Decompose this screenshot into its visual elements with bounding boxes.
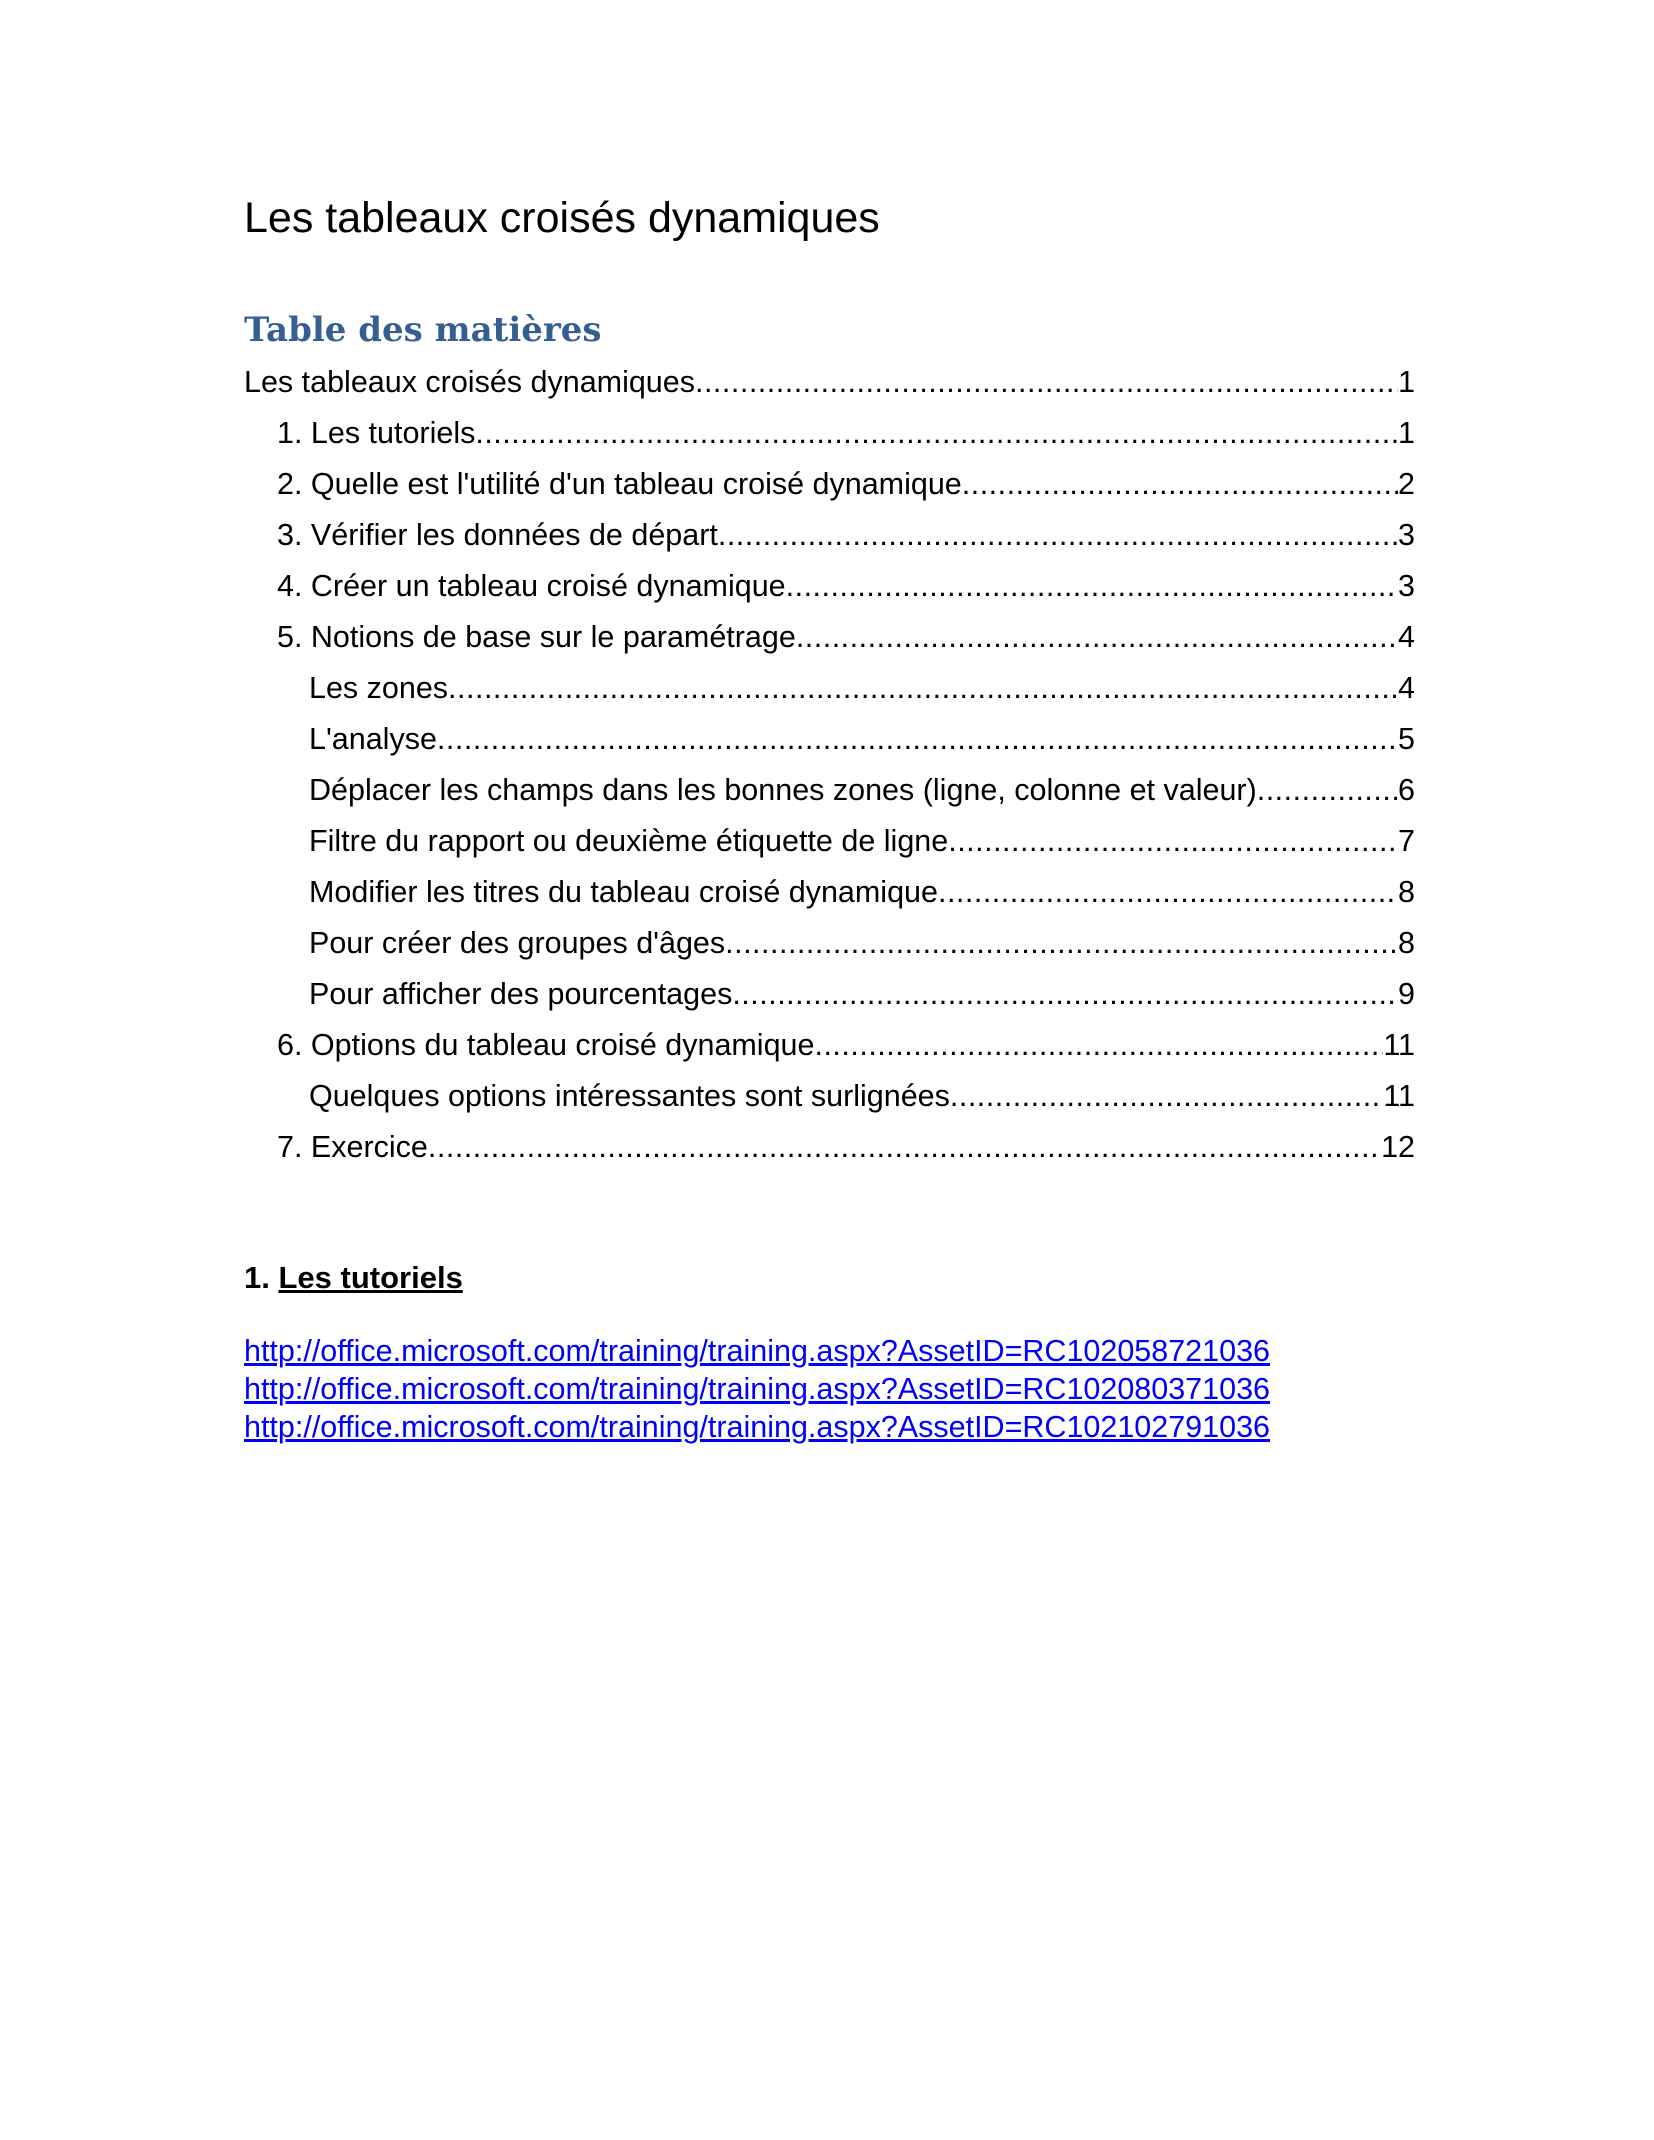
toc-leader-dots: [938, 867, 1398, 918]
toc-leader-dots: [950, 1071, 1383, 1122]
tutorial-link[interactable]: http://office.microsoft.com/training/training.aspx?AssetID=RC102080371036: [244, 1372, 1270, 1406]
toc-leader-dots: [732, 969, 1398, 1020]
tutorial-links: [244, 1332, 1270, 1446]
toc-page-number: 6: [1398, 773, 1415, 807]
toc-entry[interactable]: [244, 459, 1415, 510]
toc-entry-label: Pour afficher des pourcentages: [309, 977, 733, 1011]
toc-entry-label: 5. Notions de base sur le paramétrage: [277, 620, 796, 654]
toc-entry[interactable]: [244, 714, 1415, 765]
toc-entry[interactable]: [244, 918, 1415, 969]
toc-entry-label: Quelques options intéressantes sont surlignées: [309, 1079, 950, 1113]
toc-page-number: 11: [1383, 1028, 1415, 1062]
document-title: Les tableaux croisés dynamiques: [244, 194, 880, 242]
toc-entry-label: 6. Options du tableau croisé dynamique: [277, 1028, 815, 1062]
toc-leader-dots: [814, 1020, 1383, 1071]
table-of-contents: [244, 357, 1415, 1173]
toc-entry[interactable]: [244, 1020, 1415, 1071]
toc-leader-dots: [695, 357, 1398, 408]
toc-page-number: 12: [1381, 1130, 1415, 1164]
toc-page-number: 4: [1398, 620, 1415, 654]
toc-entry-label: 3. Vérifier les données de départ: [277, 518, 718, 552]
toc-leader-dots: [1257, 765, 1398, 816]
toc-entry-label: Les zones: [309, 671, 449, 705]
toc-entry-label: Les tableaux croisés dynamiques: [244, 365, 695, 399]
toc-page-number: 9: [1398, 977, 1415, 1011]
toc-leader-dots: [786, 561, 1398, 612]
tutorial-link[interactable]: http://office.microsoft.com/training/training.aspx?AssetID=RC102102791036: [244, 1410, 1270, 1444]
toc-page-number: 4: [1398, 671, 1415, 705]
toc-entry-label: Modifier les titres du tableau croisé dynamique: [309, 875, 938, 909]
toc-entry[interactable]: [244, 816, 1415, 867]
toc-page-number: 3: [1398, 569, 1415, 603]
toc-leader-dots: [725, 918, 1398, 969]
toc-leader-dots: [796, 612, 1398, 663]
tutorial-link[interactable]: http://office.microsoft.com/training/training.aspx?AssetID=RC102058721036: [244, 1334, 1270, 1368]
toc-entry-label: Filtre du rapport ou deuxième étiquette de ligne: [309, 824, 949, 858]
toc-page-number: 8: [1398, 926, 1415, 960]
toc-entry[interactable]: [244, 612, 1415, 663]
toc-entry[interactable]: [244, 867, 1415, 918]
toc-entry-label: 1. Les tutoriels: [277, 416, 476, 450]
toc-entry[interactable]: [244, 408, 1415, 459]
toc-page-number: 2: [1398, 467, 1415, 501]
toc-entry[interactable]: [244, 561, 1415, 612]
toc-entry-label: Pour créer des groupes d'âges: [309, 926, 726, 960]
toc-page-number: 8: [1398, 875, 1415, 909]
toc-page-number: 1: [1398, 416, 1415, 450]
toc-entry[interactable]: [244, 765, 1415, 816]
toc-leader-dots: [962, 459, 1398, 510]
section-title: Les tutoriels: [278, 1260, 463, 1295]
toc-entry-label: Déplacer les champs dans les bonnes zones (ligne, colonne et valeur): [309, 773, 1257, 807]
toc-leader-dots: [448, 663, 1398, 714]
toc-entry[interactable]: [244, 663, 1415, 714]
toc-page-number: 5: [1398, 722, 1415, 756]
toc-leader-dots: [718, 510, 1398, 561]
toc-page-number: 7: [1398, 824, 1415, 858]
toc-entry[interactable]: [244, 969, 1415, 1020]
toc-page-number: 1: [1398, 365, 1415, 399]
toc-page-number: 3: [1398, 518, 1415, 552]
toc-entry-label: L'analyse: [309, 722, 437, 756]
section-heading-tutoriels: [244, 1258, 463, 1298]
toc-entry[interactable]: [244, 510, 1415, 561]
toc-entry[interactable]: [244, 357, 1415, 408]
toc-entry-label: 4. Créer un tableau croisé dynamique: [277, 569, 786, 603]
section-number: 1.: [244, 1260, 270, 1295]
toc-entry[interactable]: [244, 1071, 1415, 1122]
toc-entry[interactable]: [244, 1122, 1415, 1173]
toc-entry-label: 7. Exercice: [277, 1130, 428, 1164]
toc-heading: Table des matières: [244, 310, 602, 350]
toc-entry-label: 2. Quelle est l'utilité d'un tableau croisé dynamique: [277, 467, 962, 501]
toc-leader-dots: [475, 408, 1398, 459]
toc-leader-dots: [428, 1122, 1381, 1173]
toc-leader-dots: [948, 816, 1398, 867]
toc-leader-dots: [437, 714, 1398, 765]
toc-page-number: 11: [1383, 1079, 1415, 1113]
